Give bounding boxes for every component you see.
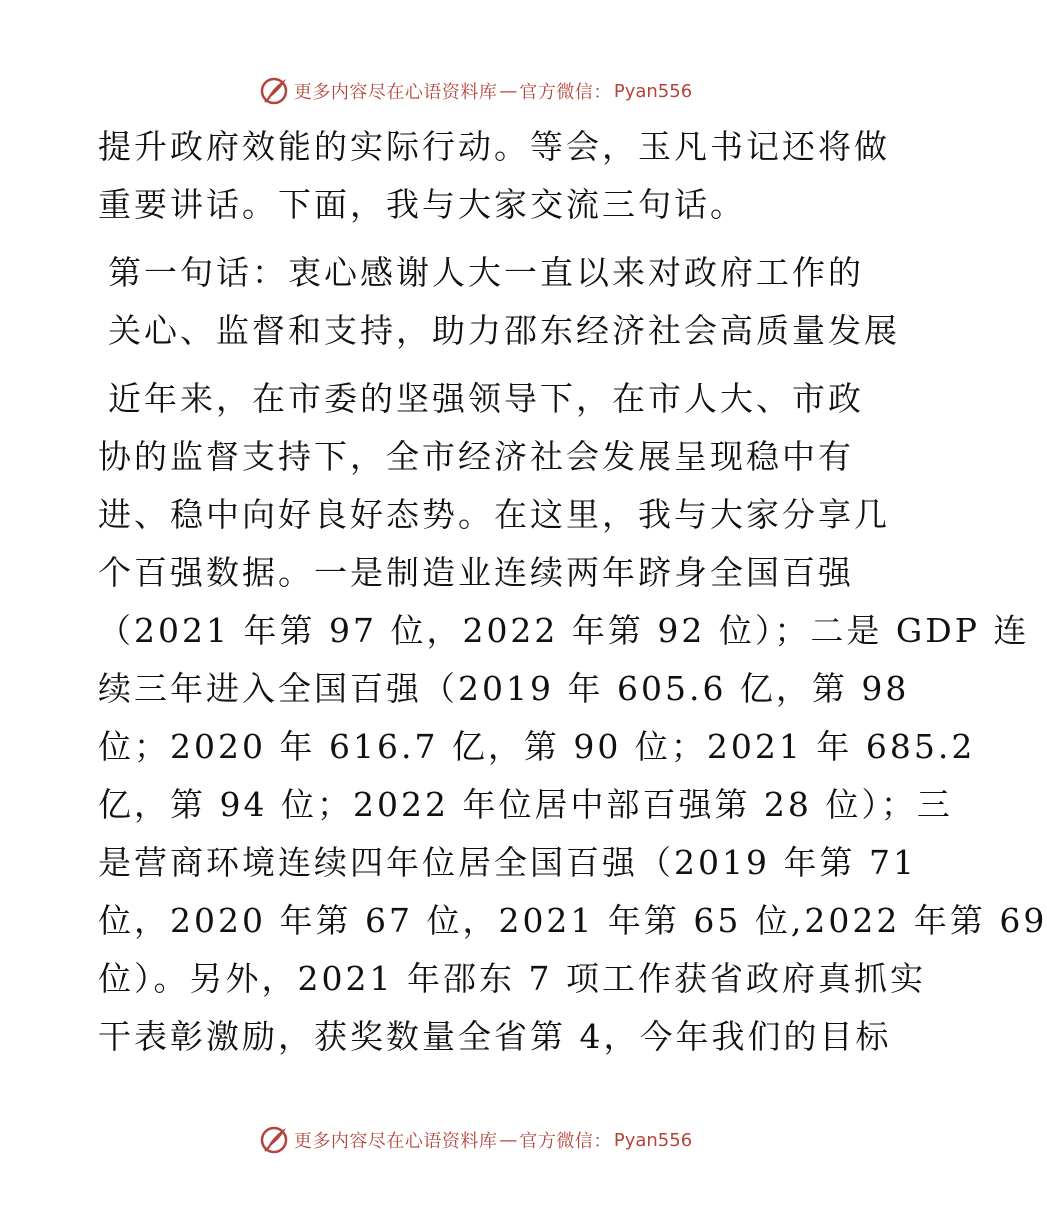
watermark-header bbox=[0, 73, 950, 109]
paragraph-intro-tail bbox=[98, 118, 890, 234]
heading-line: 第一句话：衷心感谢人大一直以来对政府工作的 bbox=[108, 253, 864, 292]
watermark-site-text: 更多内容尽在心语资料库 bbox=[293, 1131, 498, 1152]
watermark-dash: — bbox=[499, 80, 518, 102]
text-line: 重要讲话。下面，我与大家交流三句话。 bbox=[98, 185, 746, 224]
text-line: 干表彰激励，获奖数量全省第 4，今年我们的目标 bbox=[98, 1017, 892, 1056]
watermark-wechat-id: Pyan556 bbox=[613, 1129, 693, 1151]
text-line: 亿，第 94 位；2022 年位居中部百强第 28 位）；三 bbox=[98, 785, 953, 824]
text-line: 协的监督支持下，全市经济社会发展呈现稳中有 bbox=[98, 437, 854, 476]
paragraph-achievements bbox=[98, 370, 1047, 1066]
text-line: （2021 年第 97 位，2022 年第 92 位）；二是 GDP 连 bbox=[98, 611, 1030, 650]
text-line: 位，2020 年第 67 位，2021 年第 65 位,2022 年第 69 bbox=[98, 901, 1047, 940]
section-heading-first bbox=[98, 244, 900, 360]
watermark-wechat-id: Pyan556 bbox=[613, 80, 693, 102]
text-line: 提升政府效能的实际行动。等会，玉凡书记还将做 bbox=[98, 127, 890, 166]
watermark-official-label: 官方微信： bbox=[519, 82, 612, 103]
feather-pen-seal-icon bbox=[258, 1124, 290, 1156]
watermark-dash: — bbox=[499, 1129, 518, 1151]
text-line: 近年来，在市委的坚强领导下，在市人大、市政 bbox=[108, 379, 864, 418]
watermark-official-label: 官方微信： bbox=[519, 1131, 612, 1152]
feather-pen-seal-icon bbox=[258, 75, 290, 107]
watermark-site-text: 更多内容尽在心语资料库 bbox=[293, 82, 498, 103]
text-line: 续三年进入全国百强（2019 年 605.6 亿，第 98 bbox=[98, 669, 910, 708]
text-line: 是营商环境连续四年位居全国百强（2019 年第 71 bbox=[98, 843, 917, 882]
watermark-footer bbox=[0, 1122, 950, 1158]
text-line: 个百强数据。一是制造业连续两年跻身全国百强 bbox=[98, 553, 854, 592]
document-body bbox=[98, 118, 1047, 1066]
text-line: 位）。另外，2021 年邵东 7 项工作获省政府真抓实 bbox=[98, 959, 926, 998]
heading-line: 关心、监督和支持，助力邵东经济社会高质量发展 bbox=[108, 311, 900, 350]
text-line: 进、稳中向好良好态势。在这里，我与大家分享几 bbox=[98, 495, 890, 534]
text-line: 位；2020 年 616.7 亿，第 90 位；2021 年 685.2 bbox=[98, 727, 976, 766]
